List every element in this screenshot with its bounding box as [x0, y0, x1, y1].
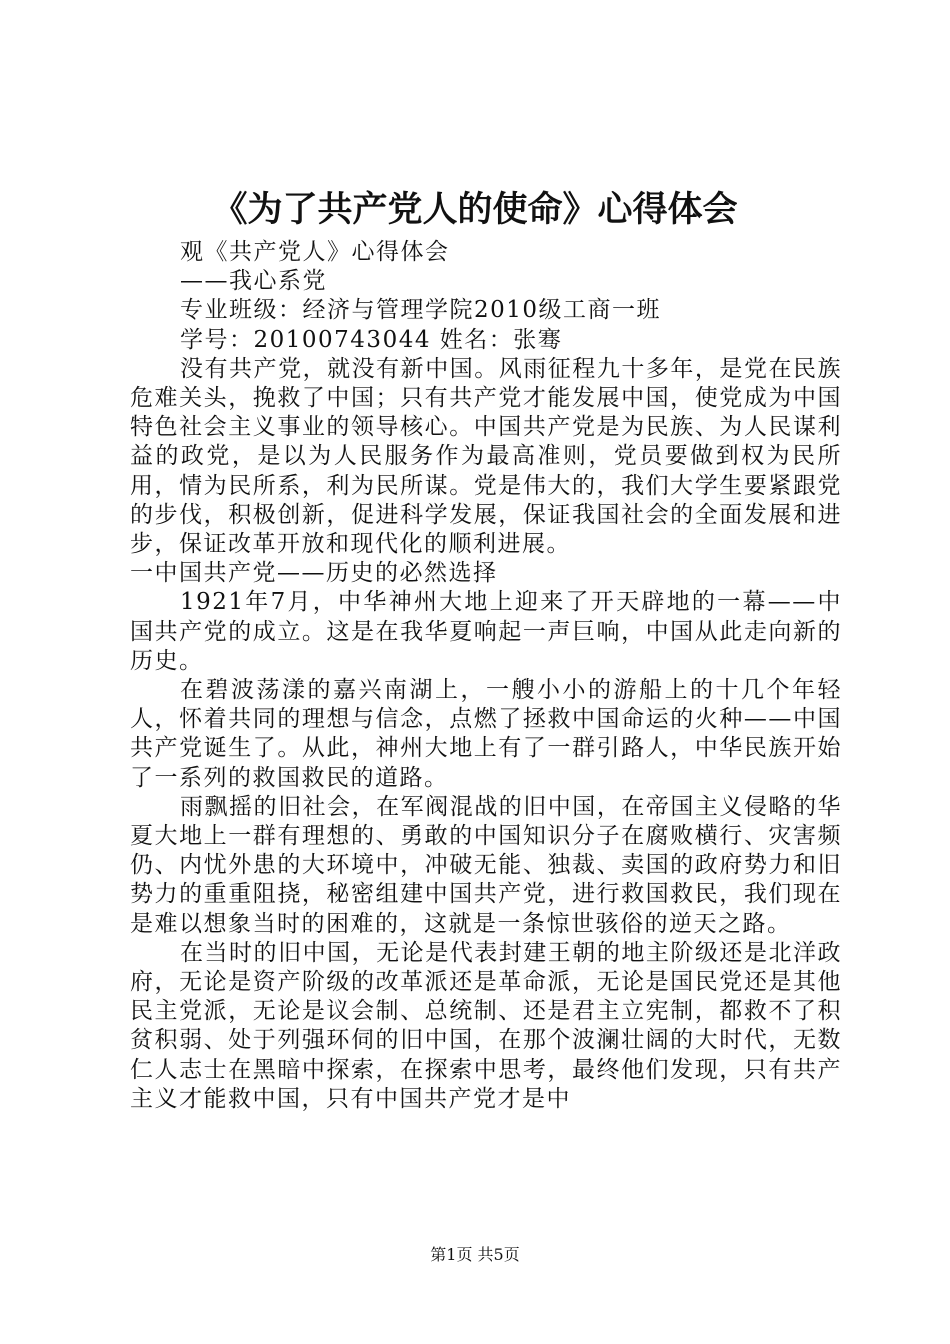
paragraph-old-china: 在当时的旧中国，无论是代表封建王朝的地主阶级还是北洋政府，无论是资产阶级的改革派还是革命派，无论是国民党还是其他民主党派，无论是议会制、总统制、还是君主立宪制，都救不了积贫积弱、处于列强环伺的旧中国，在那个波澜壮阔的大时代，无数仁人志士在黑暗中探索，在探索中思考，最终他们发现，只有共产主义才能救中国，只有中国共产党才是中 — [130, 939, 842, 1112]
document-body — [130, 238, 842, 1114]
paragraph-intro: 没有共产党，就没有新中国。风雨征程九十多年，是党在民族危难关头，挽救了中国；只有共产党才能发展中国，使党成为中国特色社会主义事业的领导核心。中国共产党是为民族、为人民谋利益的政党，是以为人民服务作为最高准则，党员要做到权为民所用，情为民所系，利为民所谋。党是伟大的，我们大学生要紧跟党的步伐，积极创新，促进科学发展，保证我国社会的全面发展和进步，保证改革开放和现代化的顺利进展。 — [130, 355, 842, 558]
paragraph-nanhu: 在碧波荡漾的嘉兴南湖上，一艘小小的游船上的十几个年轻人，怀着共同的理想与信念，点燃了拯救中国命运的火种——中国共产党诞生了。从此，神州大地上有了一群引路人，中华民族开始了一系列的救国救民的道路。 — [130, 677, 842, 791]
header-line-class: 专业班级：经济与管理学院2010级工商一班 — [180, 297, 662, 324]
document-title: 《为了共产党人的使命》心得体会 — [212, 189, 738, 230]
page-number-footer: 第1页 共5页 — [430, 1245, 520, 1264]
header-line-student: 学号：20100743044 姓名：张骞 — [180, 326, 563, 353]
paragraph-1921: 1921年7月，中华神州大地上迎来了开天辟地的一幕——中国共产党的成立。这是在我华夏响起一声巨响，中国从此走向新的历史。 — [130, 589, 842, 674]
header-line-theme: ——我心系党 — [180, 268, 327, 295]
header-line-subtitle: 观《共产党人》心得体会 — [180, 239, 450, 265]
paragraph-old-society: 雨飘摇的旧社会，在军阀混战的旧中国，在帝国主义侵略的华夏大地上一群有理想的、勇敢的中国知识分子在腐败横行、灾害频仍、内忧外患的大环境中，冲破无能、独裁、卖国的政府势力和旧势力的重重阻挠，秘密组建中国共产党，进行救国救民，我们现在是难以想象当时的困难的，这就是一条惊世骇俗的逆天之路。 — [130, 793, 842, 937]
section-heading: 一中国共产党——历史的必然选择 — [130, 560, 498, 587]
